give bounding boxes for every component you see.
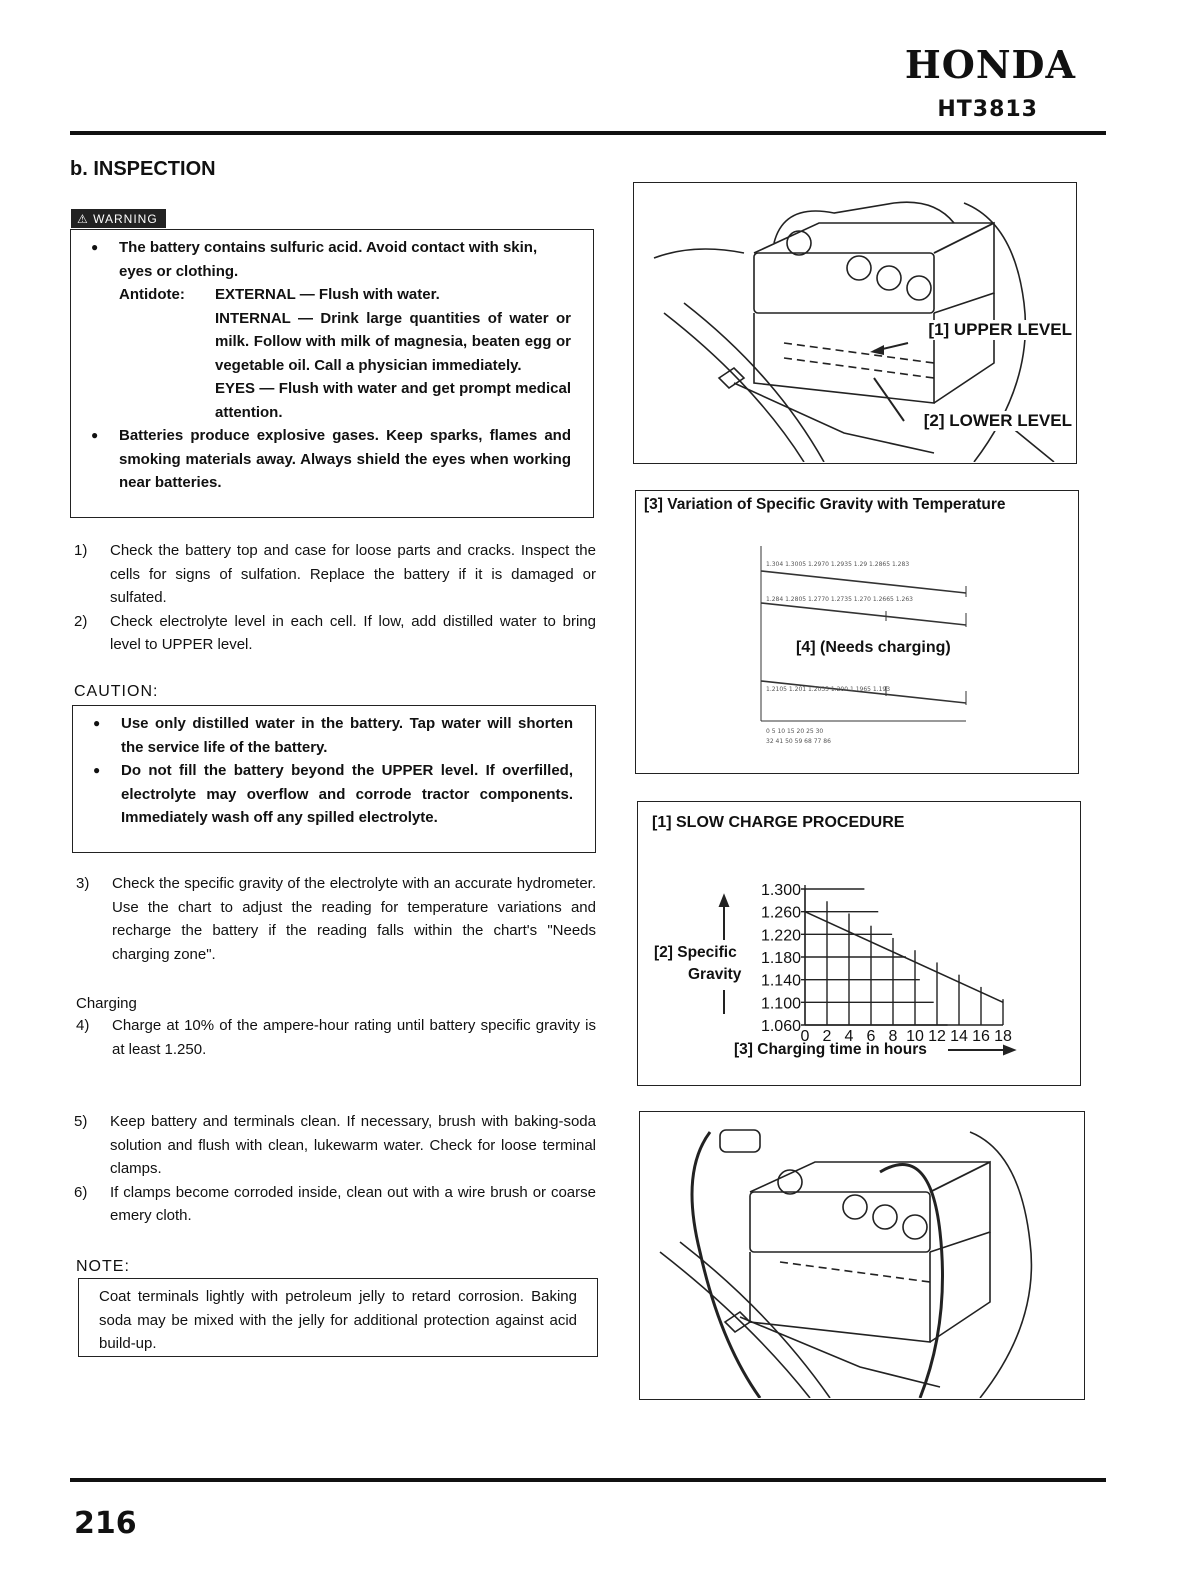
header-rule bbox=[70, 131, 1106, 135]
battery-level-figure bbox=[633, 182, 1077, 464]
x-tick-label: 16 bbox=[972, 1028, 990, 1045]
y-tick-label: 1.220 bbox=[760, 927, 801, 945]
step-5: 5) Keep battery and terminals clean. If necessary, brush with baking-soda solution and flush with clean, lukewarm water. Check for loose terminal clamps. bbox=[74, 1113, 596, 1177]
y-tick-label: 1.100 bbox=[760, 995, 801, 1013]
warning-tag-label: WARNING bbox=[93, 212, 158, 226]
step-1: 1) Check the battery top and case for loose parts and cracks. Inspect the cells for signs of sulfation. Replace the battery if it is damaged or sulfated. bbox=[74, 542, 596, 606]
warning-bullet-2: ● Batteries produce explosive gases. Keep sparks, flames and smoking materials away. Always shield the eyes when working near batteries. bbox=[71, 424, 571, 495]
caution-bullet-2: ● Do not fill the battery beyond the UPPER level. If overfilled, electrolyte may overflow and corrode tractor components. Immediately wash off any spilled electrolyte. bbox=[73, 759, 573, 830]
warning-acid-text: ● The battery contains sulfuric acid. Avoid contact with skin, eyes or clothing. bbox=[119, 239, 538, 280]
honda-logo: HONDA bbox=[904, 42, 1076, 87]
charging-time-label: [3] Charging time in hours bbox=[734, 1041, 927, 1058]
x-axis-arrowhead bbox=[1004, 1046, 1014, 1054]
caution-label: CAUTION: bbox=[74, 683, 159, 700]
gravity-temperature-title: [3] Variation of Specific Gravity with Temperature bbox=[644, 496, 1006, 513]
x-tick-label: 12 bbox=[928, 1028, 946, 1045]
svg-text:1.284 1.2805 1.2770 1.2735 1.2: 1.284 1.2805 1.2770 1.2735 1.270 1.2665 1.263 bbox=[766, 596, 913, 603]
battery-charger-figure bbox=[639, 1111, 1085, 1400]
gravity-temperature-figure bbox=[635, 490, 1079, 774]
x-tick-label: 10 bbox=[906, 1028, 924, 1045]
x-tick-label: 8 bbox=[888, 1028, 898, 1045]
section-title: b. INSPECTION bbox=[70, 158, 216, 180]
warning-tag bbox=[71, 209, 166, 228]
caution-bullet-1: ● Use only distilled water in the battery. Tap water will shorten the service life of the battery. bbox=[73, 712, 573, 759]
step-4-list bbox=[76, 1014, 596, 1061]
svg-text:32 41 50 59 68 77 86: 32 41 50 59 68 77 86 bbox=[766, 738, 831, 745]
antidote-external: EXTERNAL — Flush with water. bbox=[215, 286, 440, 303]
x-tick-label: 6 bbox=[866, 1028, 876, 1045]
warning-bullet-1 bbox=[71, 236, 571, 424]
step-4: 4) Charge at 10% of the ampere-hour rating until battery specific gravity is at least 1.250. bbox=[76, 1017, 596, 1058]
x-tick-label: 4 bbox=[844, 1028, 854, 1045]
step-3: 3) Check the specific gravity of the electrolyte with an accurate hydrometer. Use the chart to adjust the reading for temperature variations and recharge the battery if the reading falls within the chart's "Needs charging zone". bbox=[76, 875, 596, 963]
lower-level-label: [2] LOWER LEVEL bbox=[923, 411, 1072, 430]
y-tick-label: 1.140 bbox=[760, 972, 801, 990]
svg-text:0 5 10 15 20 25 30: 0 5 10 15 20 25 30 bbox=[766, 728, 824, 735]
antidote-eyes: EYES — Flush with water and get prompt medical attention. bbox=[215, 380, 571, 421]
slow-charge-title: [1] SLOW CHARGE PROCEDURE bbox=[652, 814, 905, 831]
needs-charging-zone-label: [4] (Needs charging) bbox=[796, 639, 951, 656]
specific-gravity-label-1: [2] Specific bbox=[654, 944, 737, 961]
y-axis-arrowhead bbox=[720, 896, 728, 906]
slow-charge-figure bbox=[637, 801, 1081, 1086]
x-tick-label: 0 bbox=[800, 1028, 810, 1045]
step-3-list bbox=[76, 872, 596, 966]
y-tick-label: 1.180 bbox=[760, 950, 801, 967]
specific-gravity-label-2: Gravity bbox=[688, 966, 742, 983]
charger-illustration bbox=[640, 1112, 1083, 1398]
note-box: Coat terminals lightly with petroleum jelly to retard corrosion. Baking soda may be mixed with the jelly for additional protection against acid build-up. bbox=[78, 1278, 598, 1357]
y-tick-label: 1.300 bbox=[760, 882, 801, 899]
x-tick-label: 14 bbox=[950, 1028, 968, 1045]
y-tick-label: 1.260 bbox=[760, 904, 801, 922]
model-number: HT3813 bbox=[937, 97, 1038, 122]
charging-heading: Charging bbox=[76, 995, 137, 1012]
svg-text:1.2105 1.201 1.2035 1.200 1.19: 1.2105 1.201 1.2035 1.200 1.1965 1.193 bbox=[766, 686, 891, 693]
step-2: 2) Check electrolyte level in each cell. If low, add distilled water to bring level to UPPER level. bbox=[74, 612, 596, 653]
x-tick-label: 18 bbox=[994, 1028, 1012, 1045]
svg-text:1.304 1.3005 1.2970 1.2935 1.2: 1.304 1.3005 1.2970 1.2935 1.29 1.2865 1.283 bbox=[766, 561, 910, 568]
warning-box bbox=[70, 229, 594, 518]
caution-box bbox=[72, 705, 596, 853]
page-number: 216 bbox=[74, 1506, 137, 1541]
footer-rule bbox=[70, 1478, 1106, 1482]
antidote-internal: INTERNAL — Drink large quantities of water or milk. Follow with milk of magnesia, beaten egg or vegetable oil. Call a physician immediately. bbox=[215, 309, 571, 374]
steps-5-6 bbox=[74, 1110, 596, 1228]
y-tick-label: 1.060 bbox=[760, 1018, 801, 1035]
note-label: NOTE: bbox=[76, 1258, 130, 1275]
upper-level-label: [1] UPPER LEVEL bbox=[928, 320, 1072, 339]
steps-1-2 bbox=[74, 539, 596, 657]
antidote-label: Antidote: bbox=[119, 286, 185, 303]
x-tick-label: 2 bbox=[822, 1028, 832, 1045]
warning-icon: ⚠ bbox=[77, 212, 89, 226]
step-6: 6) If clamps become corroded inside, clean out with a wire brush or coarse emery cloth. bbox=[74, 1183, 596, 1224]
